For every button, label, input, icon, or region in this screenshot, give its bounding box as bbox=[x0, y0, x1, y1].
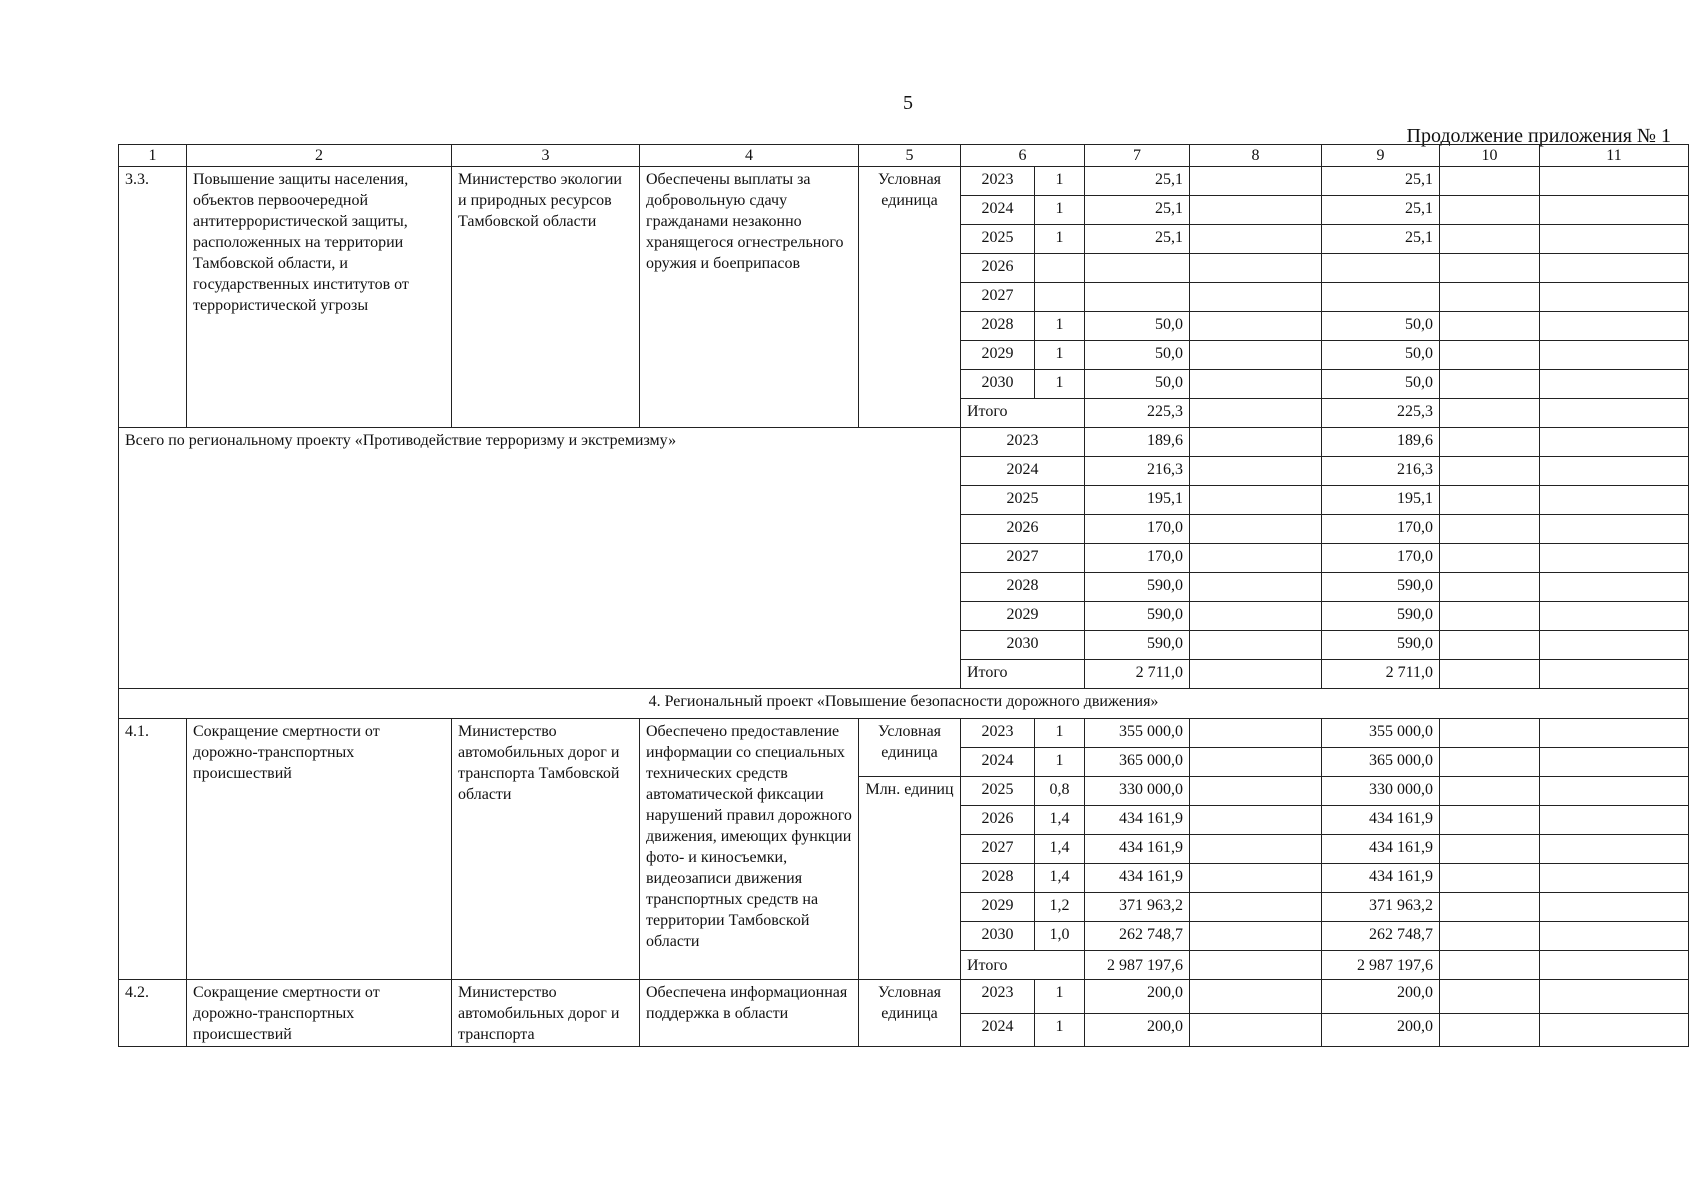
appendix-table bbox=[118, 144, 1689, 1047]
value-col10 bbox=[1440, 719, 1540, 748]
value-col11 bbox=[1540, 254, 1689, 283]
value-col11 bbox=[1540, 515, 1689, 544]
value-col8 bbox=[1190, 602, 1322, 631]
section-row bbox=[119, 689, 1689, 719]
value-col7: 590,0 bbox=[1085, 602, 1190, 631]
value-col11 bbox=[1540, 835, 1689, 864]
value-col11 bbox=[1540, 864, 1689, 893]
header-col-2: 2 bbox=[187, 145, 452, 167]
quantity: 1,2 bbox=[1035, 893, 1085, 922]
year: 2024 bbox=[961, 748, 1035, 777]
value-col8 bbox=[1190, 312, 1322, 341]
value-col7: 330 000,0 bbox=[1085, 777, 1190, 806]
year: 2023 bbox=[961, 719, 1035, 748]
value-col10 bbox=[1440, 951, 1540, 980]
header-row bbox=[119, 145, 1689, 167]
value-col11 bbox=[1540, 631, 1689, 660]
value-col11 bbox=[1540, 951, 1689, 980]
value-col10 bbox=[1440, 602, 1540, 631]
value-col9: 590,0 bbox=[1322, 602, 1440, 631]
value-col10 bbox=[1440, 370, 1540, 399]
year: 2028 bbox=[961, 312, 1035, 341]
value-col8 bbox=[1190, 399, 1322, 428]
value-col9: 25,1 bbox=[1322, 196, 1440, 225]
result: Обеспечены выплаты за добровольную сдачу гражданами незаконно хранящегося огнестрельного оружия и боеприпасов bbox=[640, 167, 859, 428]
value-col8 bbox=[1190, 777, 1322, 806]
value-col9: 50,0 bbox=[1322, 312, 1440, 341]
year: 2026 bbox=[961, 515, 1085, 544]
unit: Млн. единиц bbox=[859, 777, 961, 980]
table-row bbox=[119, 428, 1689, 457]
value-col8 bbox=[1190, 196, 1322, 225]
value-col8 bbox=[1190, 806, 1322, 835]
value-col7: 365 000,0 bbox=[1085, 748, 1190, 777]
value-col9: 371 963,2 bbox=[1322, 893, 1440, 922]
value-col9: 200,0 bbox=[1322, 1013, 1440, 1047]
value-col8 bbox=[1190, 515, 1322, 544]
value-col9: 50,0 bbox=[1322, 370, 1440, 399]
value-col11 bbox=[1540, 167, 1689, 196]
total-label: Итого bbox=[961, 399, 1085, 428]
quantity: 1 bbox=[1035, 225, 1085, 254]
value-col11 bbox=[1540, 196, 1689, 225]
project-total-label: Всего по региональному проекту «Противодействие терроризму и экстремизму» bbox=[119, 428, 961, 689]
value-col11 bbox=[1540, 399, 1689, 428]
executor: Министерство автомобильных дорог и транспорта Тамбовской области bbox=[452, 719, 640, 980]
value-col9: 170,0 bbox=[1322, 515, 1440, 544]
value-col8 bbox=[1190, 486, 1322, 515]
appendix-caption: Продолжение приложения № 1 bbox=[1406, 125, 1671, 147]
value-col7: 50,0 bbox=[1085, 370, 1190, 399]
value-col10 bbox=[1440, 922, 1540, 951]
value-col8 bbox=[1190, 922, 1322, 951]
value-col9: 170,0 bbox=[1322, 544, 1440, 573]
header-col-1: 1 bbox=[119, 145, 187, 167]
value-col9: 195,1 bbox=[1322, 486, 1440, 515]
value-col10 bbox=[1440, 864, 1540, 893]
total-col7: 2 987 197,6 bbox=[1085, 951, 1190, 980]
unit: Условная единица bbox=[859, 167, 961, 428]
value-col8 bbox=[1190, 544, 1322, 573]
quantity: 1 bbox=[1035, 1013, 1085, 1047]
value-col7: 262 748,7 bbox=[1085, 922, 1190, 951]
value-col11 bbox=[1540, 602, 1689, 631]
year: 2027 bbox=[961, 835, 1035, 864]
value-col9: 330 000,0 bbox=[1322, 777, 1440, 806]
value-col10 bbox=[1440, 631, 1540, 660]
table-row bbox=[119, 980, 1689, 1014]
year: 2023 bbox=[961, 980, 1035, 1014]
header-col-8: 8 bbox=[1190, 145, 1322, 167]
quantity: 1 bbox=[1035, 719, 1085, 748]
value-col9: 355 000,0 bbox=[1322, 719, 1440, 748]
value-col8 bbox=[1190, 428, 1322, 457]
value-col10 bbox=[1440, 254, 1540, 283]
value-col7: 371 963,2 bbox=[1085, 893, 1190, 922]
quantity: 1,4 bbox=[1035, 806, 1085, 835]
value-col7: 189,6 bbox=[1085, 428, 1190, 457]
value-col10 bbox=[1440, 515, 1540, 544]
value-col8 bbox=[1190, 573, 1322, 602]
year: 2029 bbox=[961, 893, 1035, 922]
value-col7: 590,0 bbox=[1085, 573, 1190, 602]
executor: Министерство автомобильных дорог и транспорта bbox=[452, 980, 640, 1047]
result: Обеспечена информационная поддержка в области bbox=[640, 980, 859, 1047]
result: Обеспечено предоставление информации со специальных технических средств автоматической фиксации нарушений правил дорожного движения, имеющих функции фото- и киносъемки, видеозаписи движения транспортных средств на территории Тамбовской области bbox=[640, 719, 859, 980]
year: 2027 bbox=[961, 544, 1085, 573]
year: 2026 bbox=[961, 806, 1035, 835]
value-col11 bbox=[1540, 225, 1689, 254]
quantity: 1,4 bbox=[1035, 835, 1085, 864]
value-col7: 170,0 bbox=[1085, 544, 1190, 573]
value-col11 bbox=[1540, 544, 1689, 573]
quantity: 1 bbox=[1035, 312, 1085, 341]
value-col8 bbox=[1190, 631, 1322, 660]
header-col-10: 10 bbox=[1440, 145, 1540, 167]
total-label: Итого bbox=[961, 660, 1085, 689]
value-col8 bbox=[1190, 864, 1322, 893]
value-col9: 25,1 bbox=[1322, 225, 1440, 254]
event-name: Сокращение смертности от дорожно-транспортных происшествий bbox=[187, 980, 452, 1047]
value-col8 bbox=[1190, 719, 1322, 748]
event-name: Сокращение смертности от дорожно-транспортных происшествий bbox=[187, 719, 452, 980]
value-col11 bbox=[1540, 573, 1689, 602]
value-col10 bbox=[1440, 660, 1540, 689]
value-col8 bbox=[1190, 341, 1322, 370]
page-number: 5 bbox=[903, 92, 913, 114]
value-col9 bbox=[1322, 254, 1440, 283]
executor: Министерство экологии и природных ресурсов Тамбовской области bbox=[452, 167, 640, 428]
quantity: 1 bbox=[1035, 341, 1085, 370]
total-col9: 2 987 197,6 bbox=[1322, 951, 1440, 980]
unit: Условная единица bbox=[859, 980, 961, 1047]
value-col7: 590,0 bbox=[1085, 631, 1190, 660]
header-col-7: 7 bbox=[1085, 145, 1190, 167]
value-col10 bbox=[1440, 980, 1540, 1014]
header-col-3: 3 bbox=[452, 145, 640, 167]
value-col10 bbox=[1440, 312, 1540, 341]
year: 2030 bbox=[961, 631, 1085, 660]
quantity: 1 bbox=[1035, 980, 1085, 1014]
value-col8 bbox=[1190, 1013, 1322, 1047]
header-col-9: 9 bbox=[1322, 145, 1440, 167]
value-col7: 25,1 bbox=[1085, 196, 1190, 225]
value-col11 bbox=[1540, 370, 1689, 399]
value-col9: 590,0 bbox=[1322, 573, 1440, 602]
value-col11 bbox=[1540, 748, 1689, 777]
total-col9: 225,3 bbox=[1322, 399, 1440, 428]
section-title: 4. Региональный проект «Повышение безопасности дорожного движения» bbox=[119, 689, 1689, 719]
value-col11 bbox=[1540, 457, 1689, 486]
year: 2030 bbox=[961, 922, 1035, 951]
year: 2028 bbox=[961, 864, 1035, 893]
year: 2028 bbox=[961, 573, 1085, 602]
value-col10 bbox=[1440, 283, 1540, 312]
quantity: 0,8 bbox=[1035, 777, 1085, 806]
year: 2025 bbox=[961, 777, 1035, 806]
value-col8 bbox=[1190, 660, 1322, 689]
value-col9 bbox=[1322, 283, 1440, 312]
year: 2026 bbox=[961, 254, 1035, 283]
value-col11 bbox=[1540, 283, 1689, 312]
value-col9: 25,1 bbox=[1322, 167, 1440, 196]
value-col9: 590,0 bbox=[1322, 631, 1440, 660]
value-col11 bbox=[1540, 660, 1689, 689]
quantity: 1 bbox=[1035, 167, 1085, 196]
value-col11 bbox=[1540, 806, 1689, 835]
value-col7: 216,3 bbox=[1085, 457, 1190, 486]
row-number: 4.1. bbox=[119, 719, 187, 980]
value-col10 bbox=[1440, 1013, 1540, 1047]
total-col7: 2 711,0 bbox=[1085, 660, 1190, 689]
header-col-11: 11 bbox=[1540, 145, 1689, 167]
year: 2025 bbox=[961, 225, 1035, 254]
value-col9: 50,0 bbox=[1322, 341, 1440, 370]
value-col11 bbox=[1540, 312, 1689, 341]
value-col11 bbox=[1540, 1013, 1689, 1047]
value-col7: 200,0 bbox=[1085, 1013, 1190, 1047]
value-col7: 434 161,9 bbox=[1085, 835, 1190, 864]
value-col11 bbox=[1540, 341, 1689, 370]
value-col8 bbox=[1190, 283, 1322, 312]
value-col10 bbox=[1440, 341, 1540, 370]
header-col-6: 6 bbox=[961, 145, 1085, 167]
year: 2030 bbox=[961, 370, 1035, 399]
header-col-5: 5 bbox=[859, 145, 961, 167]
value-col11 bbox=[1540, 980, 1689, 1014]
year: 2024 bbox=[961, 1013, 1035, 1047]
quantity: 1,4 bbox=[1035, 864, 1085, 893]
value-col9: 434 161,9 bbox=[1322, 864, 1440, 893]
year: 2029 bbox=[961, 341, 1035, 370]
value-col7: 50,0 bbox=[1085, 341, 1190, 370]
value-col8 bbox=[1190, 980, 1322, 1014]
value-col11 bbox=[1540, 922, 1689, 951]
value-col10 bbox=[1440, 457, 1540, 486]
value-col9: 262 748,7 bbox=[1322, 922, 1440, 951]
value-col7: 355 000,0 bbox=[1085, 719, 1190, 748]
value-col11 bbox=[1540, 428, 1689, 457]
table-row bbox=[119, 167, 1689, 196]
quantity: 1,0 bbox=[1035, 922, 1085, 951]
value-col11 bbox=[1540, 719, 1689, 748]
quantity: 1 bbox=[1035, 370, 1085, 399]
value-col10 bbox=[1440, 777, 1540, 806]
year: 2029 bbox=[961, 602, 1085, 631]
quantity: 1 bbox=[1035, 196, 1085, 225]
value-col7: 434 161,9 bbox=[1085, 806, 1190, 835]
row-number: 3.3. bbox=[119, 167, 187, 428]
value-col8 bbox=[1190, 835, 1322, 864]
value-col10 bbox=[1440, 573, 1540, 602]
value-col7: 50,0 bbox=[1085, 312, 1190, 341]
value-col8 bbox=[1190, 748, 1322, 777]
value-col10 bbox=[1440, 835, 1540, 864]
event-name: Повышение защиты населения, объектов первоочередной антитеррористической защиты, расположенных на территории Тамбовской области, и государственных институтов от террористической угрозы bbox=[187, 167, 452, 428]
value-col7 bbox=[1085, 283, 1190, 312]
value-col9: 365 000,0 bbox=[1322, 748, 1440, 777]
value-col10 bbox=[1440, 167, 1540, 196]
unit: Условная единица bbox=[859, 719, 961, 777]
year: 2023 bbox=[961, 167, 1035, 196]
value-col10 bbox=[1440, 806, 1540, 835]
value-col7: 25,1 bbox=[1085, 167, 1190, 196]
value-col8 bbox=[1190, 225, 1322, 254]
value-col8 bbox=[1190, 254, 1322, 283]
value-col7 bbox=[1085, 254, 1190, 283]
value-col10 bbox=[1440, 225, 1540, 254]
value-col8 bbox=[1190, 370, 1322, 399]
value-col10 bbox=[1440, 748, 1540, 777]
value-col9: 434 161,9 bbox=[1322, 806, 1440, 835]
value-col8 bbox=[1190, 167, 1322, 196]
quantity bbox=[1035, 283, 1085, 312]
value-col7: 200,0 bbox=[1085, 980, 1190, 1014]
value-col7: 170,0 bbox=[1085, 515, 1190, 544]
value-col11 bbox=[1540, 486, 1689, 515]
total-col7: 225,3 bbox=[1085, 399, 1190, 428]
value-col7: 195,1 bbox=[1085, 486, 1190, 515]
year: 2024 bbox=[961, 457, 1085, 486]
value-col7: 434 161,9 bbox=[1085, 864, 1190, 893]
value-col10 bbox=[1440, 428, 1540, 457]
value-col9: 216,3 bbox=[1322, 457, 1440, 486]
value-col11 bbox=[1540, 893, 1689, 922]
quantity: 1 bbox=[1035, 748, 1085, 777]
value-col11 bbox=[1540, 777, 1689, 806]
year: 2027 bbox=[961, 283, 1035, 312]
value-col8 bbox=[1190, 951, 1322, 980]
total-col9: 2 711,0 bbox=[1322, 660, 1440, 689]
total-label: Итого bbox=[961, 951, 1085, 980]
value-col9: 434 161,9 bbox=[1322, 835, 1440, 864]
value-col10 bbox=[1440, 893, 1540, 922]
year: 2024 bbox=[961, 196, 1035, 225]
value-col10 bbox=[1440, 544, 1540, 573]
row-number: 4.2. bbox=[119, 980, 187, 1047]
value-col10 bbox=[1440, 196, 1540, 225]
value-col9: 189,6 bbox=[1322, 428, 1440, 457]
year: 2023 bbox=[961, 428, 1085, 457]
value-col8 bbox=[1190, 893, 1322, 922]
year: 2025 bbox=[961, 486, 1085, 515]
value-col10 bbox=[1440, 399, 1540, 428]
table-row bbox=[119, 719, 1689, 748]
header-col-4: 4 bbox=[640, 145, 859, 167]
value-col8 bbox=[1190, 457, 1322, 486]
value-col7: 25,1 bbox=[1085, 225, 1190, 254]
value-col9: 200,0 bbox=[1322, 980, 1440, 1014]
value-col10 bbox=[1440, 486, 1540, 515]
quantity bbox=[1035, 254, 1085, 283]
